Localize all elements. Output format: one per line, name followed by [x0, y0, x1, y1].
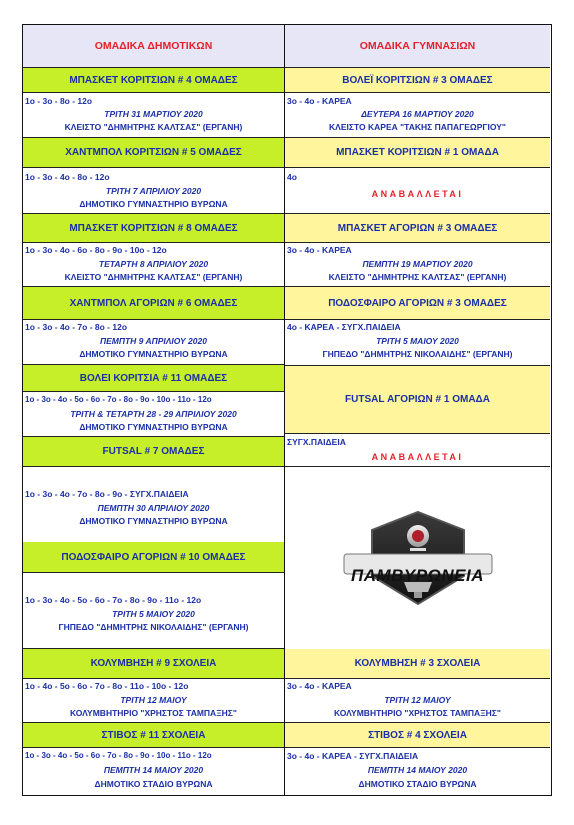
event-title: ΜΠΑΣΚΕΤ ΚΟΡΙΤΣΙΩΝ # 4 ΟΜΑΔΕΣ [23, 68, 284, 93]
event-venue: ΔΗΜΟΤΙΚΟ ΓΥΜΝΑΣΤΗΡΙΟ ΒΥΡΩΝΑ [79, 199, 228, 209]
event-details [285, 679, 550, 723]
event-grades: 1ο - 3ο - 4ο - 6ο - 8ο - 9ο - 10ο - 12ο [25, 245, 167, 255]
event-grades: 3ο - 4ο - ΚΑΡΕΑ [287, 245, 352, 255]
event-venue: ΚΛΕΙΣΤΟ "ΔΗΜΗΤΡΗΣ ΚΑΛΤΣΑΣ" (ΕΡΓΑΝΗ) [64, 122, 243, 132]
event-details [23, 679, 284, 723]
event-details [285, 434, 550, 467]
event-title: ΠΟΔΟΣΦΑΙΡΟ ΑΓΟΡΙΩΝ # 3 ΟΜΑΔΕΣ [285, 287, 550, 320]
pamvyroneia-logo [285, 467, 550, 650]
event-date: ΤΡΙΤΗ 12 ΜΑΙΟΥ [384, 695, 451, 705]
event-grades: 1ο - 3ο - 4ο - 5ο - 6ο - 7ο - 8ο - 9ο - 10ο - 11ο - 12ο [25, 751, 212, 760]
event-venue: ΔΗΜΟΤΙΚΟ ΓΥΜΝΑΣΤΗΡΙΟ ΒΥΡΩΝΑ [79, 422, 228, 432]
column-header: ΟΜΑΔΙΚΑ ΓΥΜΝΑΣΙΩΝ [285, 25, 550, 68]
event-details [285, 748, 550, 794]
event-date: ΠΕΜΠΤΗ 9 ΑΠΡΙΛΙΟΥ 2020 [100, 336, 207, 346]
event-date: ΤΡΙΤΗ 5 ΜΑΙΟΥ 2020 [376, 336, 459, 346]
event-title: ΜΠΑΣΚΕΤ ΚΟΡΙΤΣΙΩΝ # 1 ΟΜΑΔΑ [285, 138, 550, 168]
event-title: ΠΟΔΟΣΦΑΙΡΟ ΑΓΟΡΙΩΝ # 10 ΟΜΑΔΕΣ [23, 542, 284, 573]
event-title: ΒΟΛΕΪ ΚΟΡΙΤΣΙΩΝ # 3 ΟΜΑΔΕΣ [285, 68, 550, 93]
event-grades: 3ο - 4ο - ΚΑΡΕΑ [287, 96, 352, 106]
event-venue: ΓΗΠΕΔΟ "ΔΗΜΗΤΡΗΣ ΝΙΚΟΛΑΙΔΗΣ" (ΕΡΓΑΝΗ) [322, 349, 513, 359]
event-grades: 1ο - 3ο - 4ο - 7ο - 8ο - 12ο [25, 322, 128, 332]
event-title: ΜΠΑΣΚΕΤ ΑΓΟΡΙΩΝ # 3 ΟΜΑΔΕΣ [285, 214, 550, 243]
event-grades: 1ο - 3ο - 4ο - 7ο - 8ο - 9ο - ΣΥΓΧ.ΠΑΙΔΕΙΑ [25, 489, 189, 499]
logo-emblem [338, 510, 498, 606]
event-details [23, 573, 284, 649]
event-grades: 1ο - 3ο - 4ο - 5ο - 6ο - 7ο - 8ο - 9ο - 11ο - 12ο [25, 595, 202, 605]
event-date: ΤΡΙΤΗ & ΤΕΤΑΡΤΗ 28 - 29 ΑΠΡΙΛΙΟΥ 2020 [70, 409, 237, 419]
secondary-schools-column [285, 25, 550, 795]
event-title: FUTSAL ΑΓΟΡΙΩΝ # 1 ΟΜΑΔΑ [285, 365, 550, 434]
event-details [23, 467, 284, 542]
event-details [23, 748, 284, 794]
event-title: ΚΟΛΥΜΒΗΣΗ # 3 ΣΧΟΛΕΙΑ [285, 649, 550, 679]
event-grades: ΣΥΓΧ.ΠΑΙΔΕΙΑ [287, 437, 346, 447]
event-title: ΣΤΙΒΟΣ # 11 ΣΧΟΛΕΙΑ [23, 723, 284, 748]
event-venue: ΔΗΜΟΤΙΚΟ ΣΤΑΔΙΟ ΒΥΡΩΝΑ [358, 779, 477, 789]
event-venue: ΚΛΕΙΣΤΟ "ΔΗΜΗΤΡΗΣ ΚΑΛΤΣΑΣ" (ΕΡΓΑΝΗ) [328, 272, 507, 282]
event-grades: 3ο - 4ο - ΚΑΡΕΑ - ΣΥΓΧ.ΠΑΙΔΕΙΑ [287, 751, 419, 761]
event-title: ΧΑΝΤΜΠΟΛ ΚΟΡΙΤΣΙΩΝ # 5 ΟΜΑΔΕΣ [23, 138, 284, 168]
event-details [23, 392, 284, 437]
event-grades: 1ο - 3ο - 4ο - 5ο - 6ο - 7ο - 8ο - 9ο - 10ο - 11ο - 12ο [25, 395, 212, 404]
event-venue: ΚΟΛΥΜΒΗΤΗΡΙΟ "ΧΡΗΣΤΟΣ ΤΑΜΠΑΞΗΣ" [70, 708, 237, 718]
event-details [23, 93, 284, 138]
event-venue: ΔΗΜΟΤΙΚΟ ΓΥΜΝΑΣΤΗΡΙΟ ΒΥΡΩΝΑ [79, 516, 228, 526]
event-title: ΚΟΛΥΜΒΗΣΗ # 9 ΣΧΟΛΕΙΑ [23, 649, 284, 679]
event-details [285, 320, 550, 365]
event-grades: 3ο - 4ο - ΚΑΡΕΑ [287, 681, 352, 691]
event-venue: ΓΗΠΕΔΟ "ΔΗΜΗΤΡΗΣ ΝΙΚΟΛΑΙΔΗΣ" (ΕΡΓΑΝΗ) [58, 622, 249, 632]
event-venue: ΔΗΜΟΤΙΚΟ ΣΤΑΔΙΟ ΒΥΡΩΝΑ [94, 779, 213, 789]
event-details [285, 243, 550, 287]
event-date: ΤΡΙΤΗ 31 ΜΑΡΤΙΟΥ 2020 [104, 109, 203, 119]
postponed-status: ΑΝΑΒΑΛΛΕΤΑΙ [371, 452, 464, 462]
event-details [285, 168, 550, 214]
event-venue: ΚΛΕΙΣΤΟ "ΔΗΜΗΤΡΗΣ ΚΑΛΤΣΑΣ" (ΕΡΓΑΝΗ) [64, 272, 243, 282]
event-details [23, 243, 284, 287]
event-venue: ΚΟΛΥΜΒΗΤΗΡΙΟ "ΧΡΗΣΤΟΣ ΤΑΜΠΑΞΗΣ" [334, 708, 501, 718]
event-venue: ΔΗΜΟΤΙΚΟ ΓΥΜΝΑΣΤΗΡΙΟ ΒΥΡΩΝΑ [79, 349, 228, 359]
event-title: ΒΟΛΕΙ ΚΟΡΙΤΣΙΑ # 11 ΟΜΑΔΕΣ [23, 365, 284, 392]
event-date: ΠΕΜΠΤΗ 30 ΑΠΡΙΛΙΟΥ 2020 [97, 503, 210, 513]
event-date: ΤΡΙΤΗ 5 ΜΑΙΟΥ 2020 [112, 609, 195, 619]
postponed-status: ΑΝΑΒΑΛΛΕΤΑΙ [371, 189, 464, 199]
event-grades: 1ο - 3ο - 8ο - 12ο [25, 96, 93, 106]
event-date: ΤΕΤΑΡΤΗ 8 ΑΠΡΙΛΙΟΥ 2020 [98, 259, 209, 269]
schedule-table [22, 24, 552, 796]
event-date: ΤΡΙΤΗ 7 ΑΠΡΙΛΙΟΥ 2020 [105, 186, 202, 196]
event-grades: 1ο - 4ο - 5ο - 6ο - 7ο - 8ο - 11ο - 10ο - 12ο [25, 681, 189, 691]
event-grades: 4ο - ΚΑΡΕΑ - ΣΥΓΧ.ΠΑΙΔΕΙΑ [287, 322, 401, 332]
event-details [23, 320, 284, 365]
event-date: ΔΕΥΤΕΡΑ 16 ΜΑΡΤΙΟΥ 2020 [361, 109, 474, 119]
event-grades: 4ο [287, 172, 297, 182]
event-title: ΧΑΝΤΜΠΟΛ ΑΓΟΡΙΩΝ # 6 ΟΜΑΔΕΣ [23, 287, 284, 320]
logo-wordmark: ΠΑΜΒΥΡΩΝΕΙΑ [351, 566, 484, 585]
event-title: ΜΠΑΣΚΕΤ ΚΟΡΙΤΣΙΩΝ # 8 ΟΜΑΔΕΣ [23, 214, 284, 243]
event-date: ΠΕΜΠΤΗ 14 ΜΑΙΟΥ 2020 [103, 765, 204, 775]
event-title: FUTSAL # 7 ΟΜΑΔΕΣ [23, 437, 284, 467]
event-date: ΠΕΜΠΤΗ 14 ΜΑΙΟΥ 2020 [367, 765, 468, 775]
event-title: ΣΤΙΒΟΣ # 4 ΣΧΟΛΕΙΑ [285, 723, 550, 748]
event-grades: 1ο - 3ο - 4ο - 8ο - 12ο [25, 172, 110, 182]
event-date: ΤΡΙΤΗ 12 ΜΑΙΟΥ [120, 695, 187, 705]
column-header: ΟΜΑΔΙΚΑ ΔΗΜΟΤΙΚΩΝ [23, 25, 284, 68]
event-date: ΠΕΜΠΤΗ 19 ΜΑΡΤΙΟΥ 2020 [362, 259, 473, 269]
event-details [285, 93, 550, 138]
event-venue: ΚΛΕΙΣΤΟ ΚΑΡΕΑ "ΤΑΚΗΣ ΠΑΠΑΓΕΩΡΓΙΟΥ" [329, 122, 506, 132]
primary-schools-column [23, 25, 285, 795]
event-details [23, 168, 284, 214]
